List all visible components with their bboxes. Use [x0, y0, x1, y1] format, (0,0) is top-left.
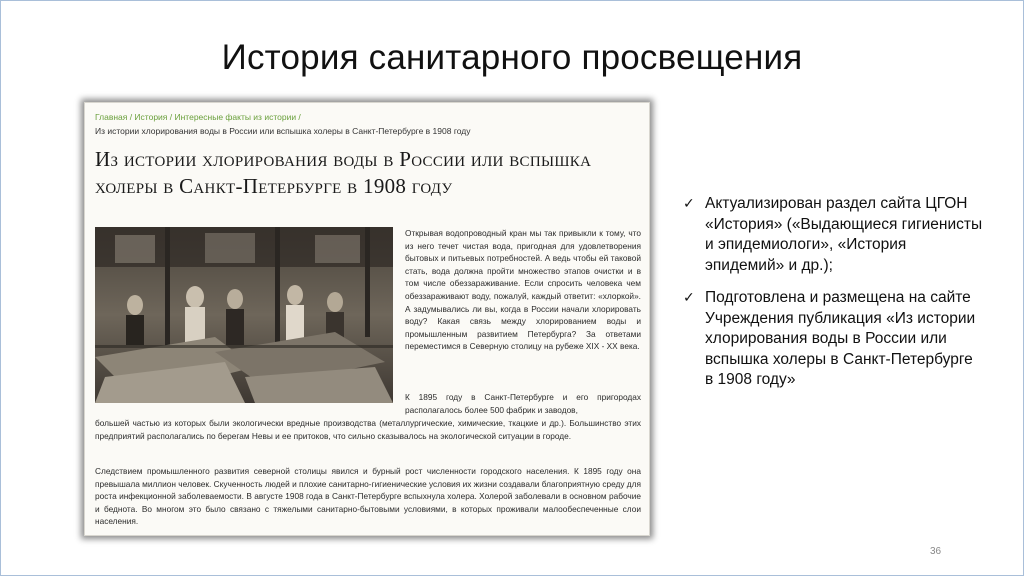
article-paragraph: Открывая водопроводный кран мы так привыкли к тому, что из него течет чистая вода, пригодная для удовлетворения бытовых и питьевых потребностей. А ведь чтобы ей таковой стать, вода должна пройти множество этапов очистки и в том числе обеззараживание. Если спросить человека чем обеззараживают воду, пожалуй, каждый ответит: «хлоркой». А задумывались ли вы, когда в России начали хлорировать воду? Какая связь между хлорированием воды и промышленным развитием Петербурга? За ответами переместимся в Северную столицу на рубеже XIX - XX века.	[405, 228, 641, 352]
breadcrumb[interactable]: Главная / История / Интересные факты из истории /	[95, 112, 301, 122]
bullet-item	[683, 194, 983, 276]
page-number: 36	[930, 546, 942, 557]
bullet-item	[683, 288, 983, 391]
article-title: Из истории хлорирования воды в России или вспышка холеры в Санкт-Петербурге в 1908 году	[95, 147, 592, 198]
article-paragraph: К 1895 году в Санкт-Петербурге и его пригородах располагалось более 500 фабрик и заводов,	[405, 392, 641, 415]
photo-illustration	[95, 227, 393, 403]
breadcrumb-current: Из истории хлорирования воды в России или вспышка холеры в Санкт-Петербурге в 1908 году	[95, 126, 471, 136]
slide-title: История санитарного просвещения	[221, 38, 803, 77]
bullet-list	[683, 194, 983, 403]
article-screenshot	[84, 102, 650, 536]
article-paragraph: большей частью из которых были экологически вредные производства (металлургические, химические, ткацкие и др.). Большинство этих предприятий располагались по берегам Невы и ее притоков, что сильно сказывалось на экологической ситуации в городе.	[95, 418, 641, 441]
article-paragraph: Следствием промышленного развития северной столицы явился и бурный рост численности городского населения. К 1895 году она превышала миллион человек. Скученность людей и плохие санитарно-гигиенические условия их жизни создавали благоприятную среду для роста инфекционной заболеваемости. В августе 1908 года в Санкт-Петербурге вспыхнула холера. Холерой заболевали в основном рабочие и беднота. Во многом это было связано с тяжелыми санитарно-бытовыми условиями, в которых проживали малообеспеченные слои населения.	[95, 466, 641, 527]
check-icon: ✓	[683, 290, 695, 306]
check-icon: ✓	[683, 196, 695, 212]
bullet-text: Подготовлена и размещена на сайте Учреждения публикация «Из истории хлорирования воды в России или вспышка холеры в Санкт-Петербурге в 1908 году»	[705, 289, 976, 388]
cholera-hospital-photo	[95, 227, 393, 403]
bullet-text: Актуализирован раздел сайта ЦГОН «История» («Выдающиеся гигиенисты и эпидемиологи», «История эпидемий» и др.);	[705, 195, 983, 274]
